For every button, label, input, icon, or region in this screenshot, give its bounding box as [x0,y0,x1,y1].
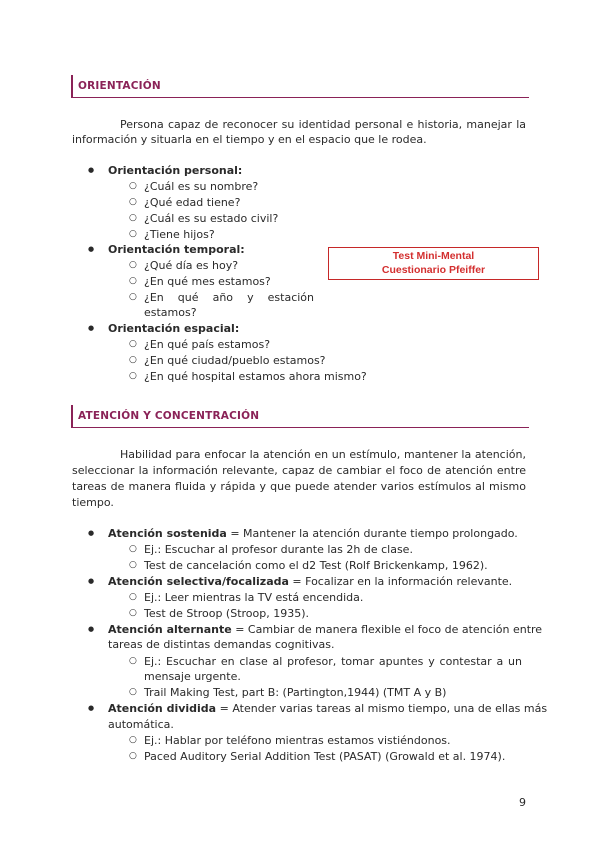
list-item: ○ ¿En qué país estamos? [129,337,270,352]
bullet-atencion-dividida: ● Atención dividida = Atender varias tareas al mismo tiempo, una de ellas más [88,701,547,716]
bullet-continuation: tareas de distintas demandas cognitivas. [108,638,335,651]
list-item: ○ ¿En qué hospital estamos ahora mismo? [129,369,367,384]
list-item: ○ Trail Making Test, part B: (Partington,1944) (TMT A y B) [129,685,446,700]
atencion-intro-line-1: Habilidad para enfocar la atención en un estímulo, mantener la atención, [120,448,526,461]
list-item: ○ Test de cancelación como el d2 Test (Rolf Brickenkamp, 1962). [129,558,488,573]
list-item: ○ ¿Qué edad tiene? [129,195,240,210]
atencion-intro-line-3: tareas de manera fluida y rápida y que puede atender varios estímulos al mismo [72,480,526,493]
orientacion-intro-line-2: información y situarla en el tiempo y en el espacio que le rodea. [72,133,427,146]
bullet-atencion-alternante: ● Atención alternante = Cambiar de manera flexible el foco de atención entre [88,622,542,637]
bullet-atencion-selectiva: ● Atención selectiva/focalizada = Focalizar en la información relevante. [88,574,512,589]
list-item: ○ ¿Cuál es su estado civil? [129,211,278,226]
bullet-orientacion-espacial: ● Orientación espacial: [88,321,239,336]
list-item: ○ Ej.: Escuchar al profesor durante las 2h de clase. [129,542,413,557]
section-heading-orientacion [71,75,529,98]
bullet-orientacion-personal: ● Orientación personal: [88,163,242,178]
bullet-continuation: automática. [108,718,174,731]
page-number: 9 [519,796,526,809]
section-title: ATENCIÓN Y CONCENTRACIÓN [78,410,260,422]
list-item: ○ Ej.: Escuchar en clase al profesor, tomar apuntes y contestar a un [129,654,522,669]
list-item: ○ Paced Auditory Serial Addition Test (PASAT) (Growald et al. 1974). [129,749,505,764]
list-item-continuation: estamos? [144,306,197,319]
test-box-line-2: Cuestionario Pfeiffer [381,264,486,276]
list-item: ○ ¿En qué año y estación [129,290,314,305]
list-item: ○ Ej.: Leer mientras la TV está encendida. [129,590,363,605]
list-item: ○ ¿En qué ciudad/pueblo estamos? [129,353,326,368]
atencion-intro-line-2: seleccionar la información relevante, capaz de cambiar el foco de atención entre [72,464,526,477]
list-item-continuation: mensaje urgente. [144,670,241,683]
list-item: ○ ¿Qué día es hoy? [129,258,238,273]
bullet-atencion-sostenida: ● Atención sostenida = Mantener la atención durante tiempo prolongado. [88,526,518,541]
orientacion-intro-line-1: Persona capaz de reconocer su identidad personal e historia, manejar la [120,118,526,131]
atencion-intro-line-4: tiempo. [72,496,114,509]
list-item: ○ ¿Tiene hijos? [129,227,215,242]
section-title: ORIENTACIÓN [78,80,161,92]
list-item: ○ ¿En qué mes estamos? [129,274,271,289]
list-item: ○ Ej.: Hablar por teléfono mientras estamos vistiéndonos. [129,733,451,748]
bullet-orientacion-temporal: ● Orientación temporal: [88,242,245,257]
section-heading-atencion [71,405,529,428]
list-item: ○ Test de Stroop (Stroop, 1935). [129,606,309,621]
test-reference-box [328,247,539,280]
list-item: ○ ¿Cuál es su nombre? [129,179,258,194]
test-box-line-1: Test Mini-Mental [392,250,475,262]
